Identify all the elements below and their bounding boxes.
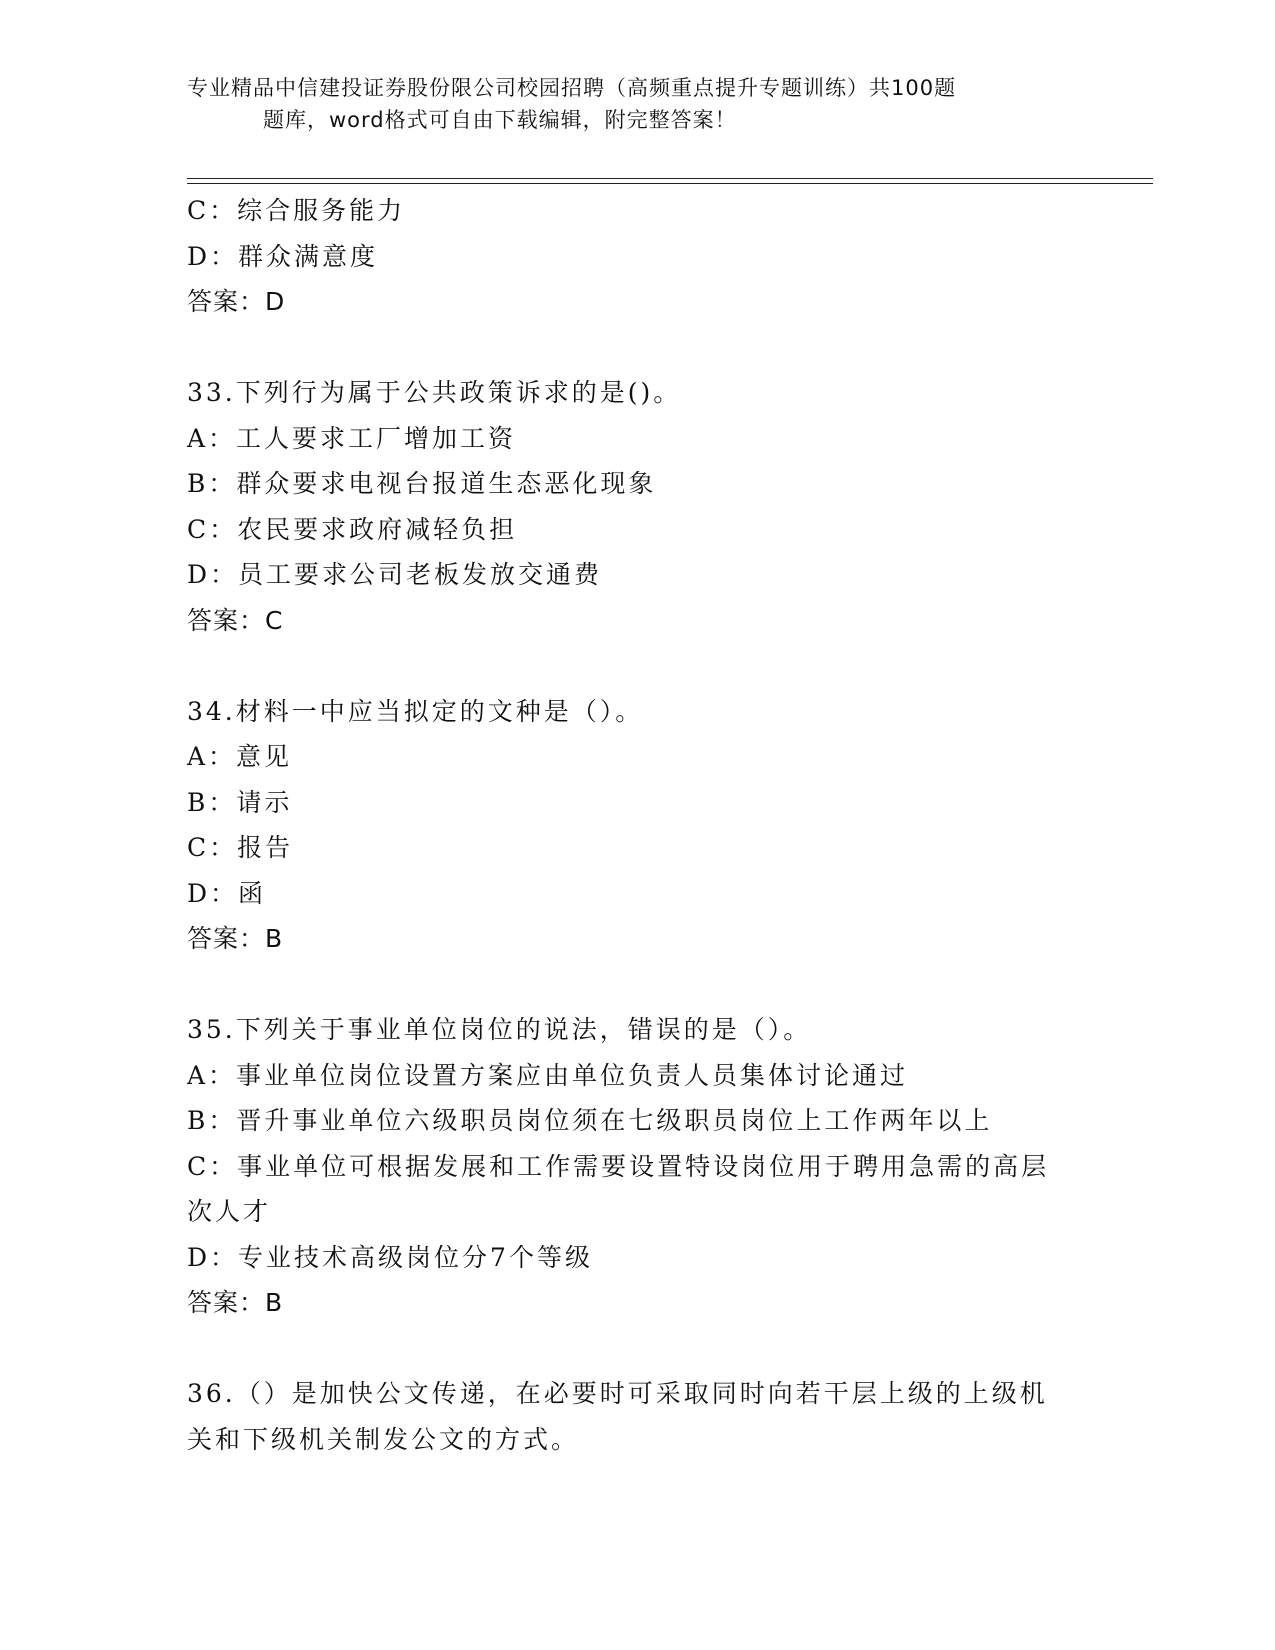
question-stem: 34.材料一中应当拟定的文种是（）。: [187, 696, 644, 726]
spacer: [187, 643, 1087, 689]
question-stem-line-1: 36.（）是加快公文传递，在必要时可采取同时向若干层上级的上级机: [187, 1379, 1048, 1408]
spacer: [187, 1326, 1087, 1372]
question-list: [187, 188, 1087, 1462]
question-stem: 35.下列关于事业单位岗位的说法，错误的是（）。: [187, 1015, 812, 1044]
option-b: B：晋升事业单位六级职员岗位须在七级职员岗位上工作两年以上: [187, 1106, 993, 1135]
header-title-line-2: 题库，word格式可自由下载编辑，附完整答案！: [263, 108, 737, 132]
option-c: C：农民要求政府减轻负担: [187, 514, 518, 544]
question-36: [187, 1371, 1087, 1462]
option-c: C：综合服务能力: [187, 196, 406, 225]
question-stem: 33.下列行为属于公共政策诉求的是()。: [187, 378, 682, 407]
option-d: D：函: [187, 878, 267, 908]
option-c: C：报告: [187, 833, 294, 862]
question-stem-line-2: 关和下级机关制发公文的方式。: [187, 1424, 580, 1454]
answer-line: 答案：D: [187, 287, 286, 316]
question-34: [187, 689, 1087, 962]
option-b: B：请示: [187, 787, 293, 817]
question-33: [187, 370, 1087, 643]
spacer: [187, 962, 1087, 1008]
answer-line: 答案：B: [187, 924, 284, 953]
option-a: A：意见: [187, 742, 293, 771]
header-divider-bottom: [187, 183, 1153, 184]
question-35: [187, 1007, 1087, 1326]
spacer: [187, 325, 1087, 371]
option-a: A：工人要求工厂增加工资: [187, 423, 517, 453]
option-c-line-2: 次人才: [187, 1197, 272, 1226]
option-a: A：事业单位岗位设置方案应由单位负责人员集体讨论通过: [187, 1060, 909, 1090]
header-divider-top: [187, 178, 1153, 179]
option-c-line-1: C：事业单位可根据发展和工作需要设置特设岗位用于聘用急需的高层: [187, 1151, 1050, 1181]
option-d: D：员工要求公司老板发放交通费: [187, 560, 603, 589]
option-d: D：群众满意度: [187, 241, 379, 271]
option-d: D：专业技术高级岗位分7个等级: [187, 1242, 593, 1272]
answer-line: 答案：C: [187, 605, 284, 635]
answer-line: 答案：B: [187, 1288, 284, 1317]
option-b: B：群众要求电视台报道生态恶化现象: [187, 469, 657, 498]
question-32-tail: [187, 188, 1087, 325]
header-title-line-1: 专业精品中信建投证券股份限公司校园招聘（高频重点提升专题训练）共100题: [187, 76, 957, 100]
document-header: [187, 72, 1067, 136]
